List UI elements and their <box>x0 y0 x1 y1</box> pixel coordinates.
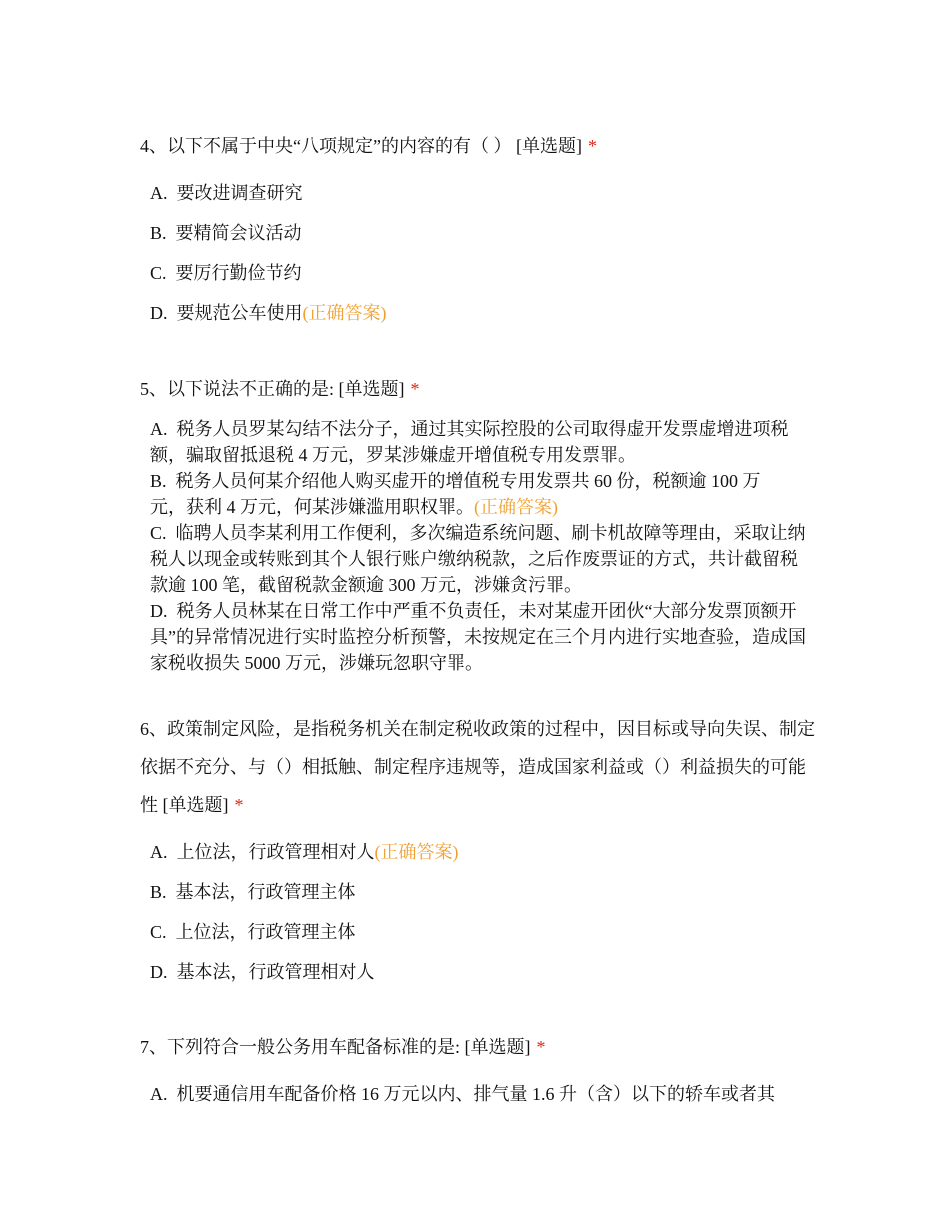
option-letter: A. <box>150 419 168 439</box>
option-list <box>140 173 820 333</box>
option-text: 上位法，行政管理主体 <box>175 922 356 942</box>
question-title <box>140 370 820 408</box>
option-d[interactable] <box>150 952 810 992</box>
option-text: 上位法，行政管理相对人 <box>176 842 375 862</box>
option-letter: B. <box>150 882 167 902</box>
question-type: [单选题] <box>162 795 229 815</box>
question-number: 6、 <box>140 719 167 739</box>
question-title <box>140 1028 820 1066</box>
question-type: [单选题] <box>338 379 405 399</box>
required-mark: * <box>587 136 597 156</box>
option-letter: C. <box>150 922 167 942</box>
option-text: 要精简会议活动 <box>175 223 302 243</box>
option-text: 要改进调查研究 <box>176 183 303 203</box>
question-text: 下列符合一般公务用车配备标准的是: <box>167 1037 465 1057</box>
question-title <box>140 127 820 165</box>
option-c[interactable] <box>150 253 810 293</box>
option-a[interactable] <box>150 832 810 872</box>
correct-answer-mark: (正确答案) <box>374 842 459 862</box>
option-text: 临聘人员李某利用工作便利，多次编造系统问题、刷卡机故障等理由，采取让纳税人以现金或转账到其个人银行账户缴纳税款，之后作废票证的方式，共计截留税款逾 100 笔，截留税款金额逾 300 万元，涉嫌贪污罪。 <box>150 523 806 595</box>
option-b[interactable] <box>150 213 810 253</box>
option-text: 基本法，行政管理相对人 <box>176 962 375 982</box>
option-list <box>140 1074 820 1114</box>
option-a[interactable] <box>150 1074 810 1114</box>
option-text: 要规范公车使用 <box>176 303 303 323</box>
option-b[interactable] <box>150 872 810 912</box>
question-type: [单选题] <box>464 1037 531 1057</box>
question-number: 5、 <box>140 379 167 399</box>
option-a[interactable] <box>150 416 810 468</box>
question-text: 政策制定风险，是指税务机关在制定税收政策的过程中，因目标或导向失误、制定依据不充分、与（）相抵触、制定程序违规等，造成国家利益或（）利益损失的可能性 <box>140 719 815 815</box>
option-letter: B. <box>150 223 167 243</box>
option-letter: C. <box>150 263 167 283</box>
correct-answer-mark: (正确答案) <box>474 497 558 517</box>
question-title <box>140 710 820 824</box>
option-list <box>140 416 820 676</box>
option-letter: D. <box>150 601 168 621</box>
option-text: 基本法，行政管理主体 <box>175 882 356 902</box>
correct-answer-mark: (正确答案) <box>302 303 387 323</box>
option-c[interactable] <box>150 520 810 598</box>
option-text: 机要通信用车配备价格 16 万元以内、排气量 1.6 升（含）以下的轿车或者其 <box>176 1084 775 1104</box>
question-6 <box>140 710 820 992</box>
option-text: 税务人员林某在日常工作中严重不负责任，未对某虚开团伙“大部分发票顶额开具”的异常情况进行实时监控分析预警，未按规定在三个月内进行实地查验，造成国家税收损失 5000 万元，涉嫌玩忽职守罪。 <box>150 601 806 673</box>
required-mark: * <box>234 795 244 815</box>
question-text: 以下不属于中央“八项规定”的内容的有（ ） <box>167 136 516 156</box>
option-letter: A. <box>150 1084 168 1104</box>
question-number: 4、 <box>140 136 167 156</box>
option-d[interactable] <box>150 293 810 333</box>
option-text: 要厉行勤俭节约 <box>175 263 302 283</box>
option-letter: A. <box>150 183 168 203</box>
option-text: 税务人员罗某勾结不法分子，通过其实际控股的公司取得虚开发票虚增进项税额，骗取留抵退税 4 万元，罗某涉嫌虚开增值税专用发票罪。 <box>150 419 789 465</box>
option-letter: D. <box>150 303 168 323</box>
question-text: 以下说法不正确的是: <box>167 379 339 399</box>
required-mark: * <box>536 1037 546 1057</box>
option-a[interactable] <box>150 173 810 213</box>
option-letter: B. <box>150 471 167 491</box>
option-letter: A. <box>150 842 168 862</box>
question-4 <box>140 127 820 333</box>
option-letter: C. <box>150 523 167 543</box>
question-5 <box>140 370 820 676</box>
required-mark: * <box>410 379 420 399</box>
option-b[interactable] <box>150 468 790 520</box>
question-7 <box>140 1028 820 1114</box>
option-list <box>140 832 820 992</box>
question-type: [单选题] <box>515 136 582 156</box>
option-text: 税务人员何某介绍他人购买虚开的增值税专用发票共 60 份，税额逾 100 万元，获利 4 万元，何某涉嫌滥用职权罪。 <box>150 471 761 517</box>
option-d[interactable] <box>150 598 810 676</box>
option-letter: D. <box>150 962 168 982</box>
option-c[interactable] <box>150 912 810 952</box>
question-number: 7、 <box>140 1037 167 1057</box>
